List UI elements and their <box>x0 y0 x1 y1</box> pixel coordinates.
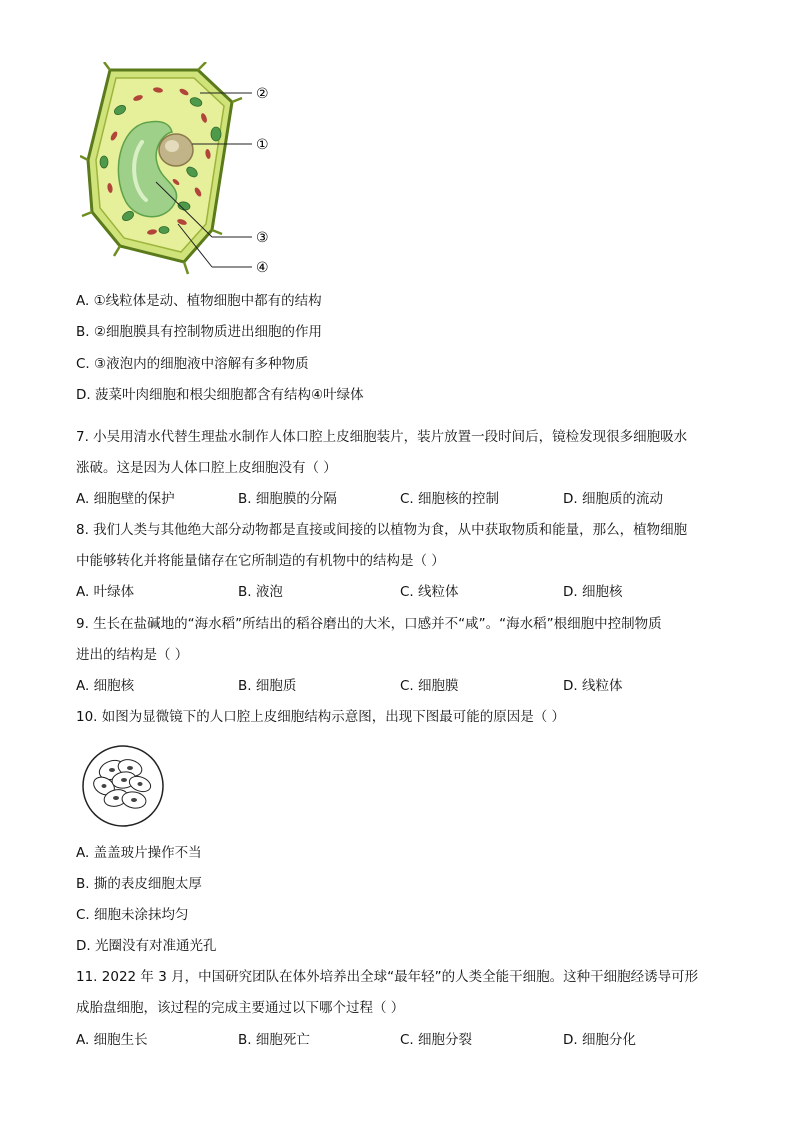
q10-option-a[interactable]: A. 盖盖玻片操作不当 <box>76 845 202 861</box>
q7-option-a[interactable]: A. 细胞壁的保护 <box>76 491 175 507</box>
q7-option-d[interactable]: D. 细胞质的流动 <box>563 491 663 507</box>
plant-cell-diagram <box>80 62 280 284</box>
q11-stem-line2: 成胎盘细胞，该过程的完成主要通过以下哪个过程（ ） <box>76 1000 405 1016</box>
q10-option-c[interactable]: C. 细胞未涂抹均匀 <box>76 907 189 923</box>
q9-option-a[interactable]: A. 细胞核 <box>76 678 135 694</box>
q8-option-b[interactable]: B. 液泡 <box>238 584 283 600</box>
q7-stem-line1: 7. 小吴用清水代替生理盐水制作人体口腔上皮细胞装片，装片放置一段时间后，镜检发现很多细胞吸水 <box>76 429 688 445</box>
q10-option-b[interactable]: B. 撕的表皮细胞太厚 <box>76 876 202 892</box>
q6-option-c[interactable]: C. ③液泡内的细胞液中溶解有多种物质 <box>76 356 309 372</box>
q11-option-a[interactable]: A. 细胞生长 <box>76 1032 148 1048</box>
label-4: ④ <box>256 260 269 276</box>
q9-option-b[interactable]: B. 细胞质 <box>238 678 297 694</box>
label-3: ③ <box>256 230 269 246</box>
q7-option-c[interactable]: C. 细胞核的控制 <box>400 491 500 507</box>
q8-stem-line2: 中能够转化并将能量储存在它所制造的有机物中的结构是（ ） <box>76 553 445 569</box>
q10-option-d[interactable]: D. 光圈没有对准通光孔 <box>76 938 217 954</box>
q6-option-b[interactable]: B. ②细胞膜具有控制物质进出细胞的作用 <box>76 324 322 340</box>
q9-stem-line1: 9. 生长在盐碱地的“海水稻”所结出的稻谷磨出的大米，口感并不“咸”。“海水稻”根细胞中控制物质 <box>76 616 662 632</box>
cytoplasm <box>96 78 224 252</box>
q8-option-c[interactable]: C. 线粒体 <box>400 584 459 600</box>
q9-stem-line2: 进出的结构是（ ） <box>76 647 189 663</box>
q7-option-b[interactable]: B. 细胞膜的分隔 <box>238 491 337 507</box>
microscope-view-diagram <box>80 744 170 828</box>
q6-option-d[interactable]: D. 菠菜叶肉细胞和根尖细胞都含有结构④叶绿体 <box>76 387 364 403</box>
q6-option-a[interactable]: A. ①线粒体是动、植物细胞中都有的结构 <box>76 293 322 309</box>
q11-option-c[interactable]: C. 细胞分裂 <box>400 1032 473 1048</box>
q8-option-a[interactable]: A. 叶绿体 <box>76 584 135 600</box>
q8-stem-line1: 8. 我们人类与其他绝大部分动物都是直接或间接的以植物为食，从中获取物质和能量，那么，植物细胞 <box>76 522 688 538</box>
q11-option-d[interactable]: D. 细胞分化 <box>563 1032 636 1048</box>
q9-option-d[interactable]: D. 线粒体 <box>563 678 623 694</box>
q11-option-b[interactable]: B. 细胞死亡 <box>238 1032 310 1048</box>
q7-stem-line2: 涨破。这是因为人体口腔上皮细胞没有（ ） <box>76 460 337 476</box>
q8-option-d[interactable]: D. 细胞核 <box>563 584 623 600</box>
label-1: ① <box>256 137 269 153</box>
q10-stem-line1: 10. 如图为显微镜下的人口腔上皮细胞结构示意图，出现下图最可能的原因是（ ） <box>76 709 566 725</box>
q11-stem-line1: 11. 2022 年 3 月，中国研究团队在体外培养出全球“最年轻”的人类全能干细胞。这种干细胞经诱导可形 <box>76 969 699 985</box>
label-2: ② <box>256 86 269 102</box>
q9-option-c[interactable]: C. 细胞膜 <box>400 678 459 694</box>
